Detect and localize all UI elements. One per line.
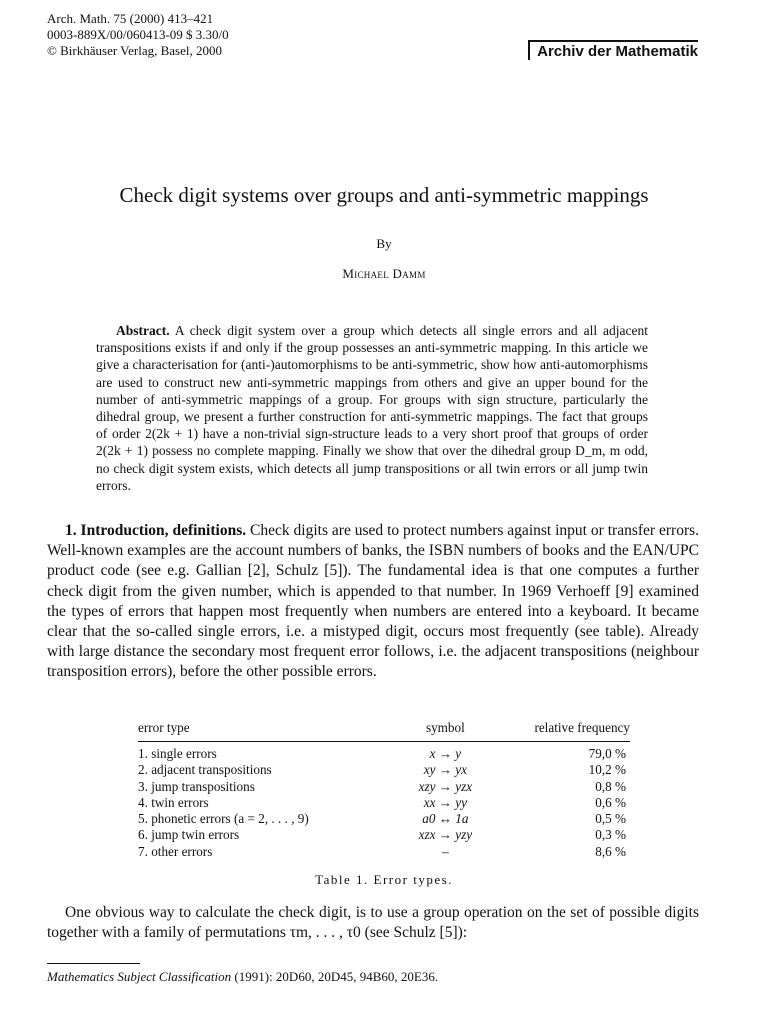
copyright-line: © Birkhäuser Verlag, Basel, 2000 <box>47 43 222 58</box>
footnote-label: Mathematics Subject Classification <box>47 969 232 984</box>
by-label: By <box>376 236 392 251</box>
symbol-cell: – <box>442 843 449 859</box>
citation-line-2: 0003-889X/00/060413-09 $ 3.30/0 <box>47 27 229 42</box>
section-heading: 1. Introduction, definitions. <box>65 522 247 539</box>
symbol-cell: x → y <box>429 746 462 761</box>
frequency-cell: 10,2 % <box>588 762 626 778</box>
symbol-cell: a0 ↔ 1a <box>422 811 469 827</box>
error-type-cell: 4. twin errors <box>138 794 209 810</box>
error-type-cell: 6. jump twin errors <box>138 827 240 843</box>
frequency-cell: 0,6 % <box>595 794 626 810</box>
body-paragraph: One obvious way to calculate the check digit, is to use a group operation on the set of possible digits together with a family of permutations τm, . . . , τ0 (see Schulz [5]): <box>47 904 699 942</box>
symbol-cell: xx → yy <box>423 794 467 810</box>
error-type-cell: 7. other errors <box>138 843 213 859</box>
footnote-text: (1991): 20D60, 20D45, 94B60, 20E36. <box>231 969 439 984</box>
table-row <box>138 779 630 795</box>
frequency-cell: 0,3 % <box>595 827 626 843</box>
table-row <box>138 795 630 811</box>
col-header-symbol: symbol <box>386 718 505 742</box>
error-type-cell: 1. single errors <box>138 746 217 761</box>
citation-header <box>47 11 229 59</box>
table-row <box>138 827 630 843</box>
footnote <box>47 969 438 985</box>
citation-line-1: Arch. Math. 75 (2000) 413–421 <box>47 11 214 26</box>
footnote-rule <box>47 963 140 964</box>
abstract <box>96 322 648 494</box>
error-types-table <box>138 718 630 860</box>
abstract-text: A check digit system over a group which detects all single errors and all adjacent transpositions exists if and only if the group possesses an anti-symmetric mapping. In this article we give a characterisation for (anti-)automorphisms to be anti-symmetric, show how anti-automorphisms are used to construct new anti-symmetric mappings from others and give an upper bound for the number of anti-symmetric mappings of a group. For groups with sign structure, particularly the dihedral group, we present a further construction for anti-symmetric mappings. The fact that groups of order 2(2k + 1) have a non-trivial sign-structure leads to a very short proof that groups of order 2(2k + 1) possess no complete mapping. Finally we show that over the dihedral group D_m, m odd, no check digit system exists, which detects all jump transpositions or all twin errors or all jump twin errors. <box>96 323 649 493</box>
error-type-cell: 2. adjacent transpositions <box>138 762 272 778</box>
table-row <box>138 811 630 827</box>
table-row <box>138 844 630 860</box>
error-type-cell: 5. phonetic errors (a = 2, . . . , 9) <box>138 811 309 827</box>
journal-name: Archiv der Mathematik <box>528 40 698 60</box>
col-header-error-type: error type <box>138 718 386 742</box>
symbol-cell: xy → yx <box>423 762 467 778</box>
symbol-cell: xzx → yzy <box>418 827 473 843</box>
frequency-cell: 79,0 % <box>588 746 626 761</box>
abstract-label: Abstract. <box>116 323 170 338</box>
frequency-cell: 0,8 % <box>595 778 626 794</box>
error-type-cell: 3. jump transpositions <box>138 778 255 794</box>
table-row <box>138 762 630 778</box>
table-header-row <box>138 718 630 742</box>
paper-title: Check digit systems over groups and anti-symmetric mappings <box>119 183 649 207</box>
table-row <box>138 742 630 763</box>
author-name: Michael Damm <box>342 266 426 281</box>
frequency-cell: 8,6 % <box>595 843 626 859</box>
col-header-frequency: relative frequency <box>505 718 630 742</box>
frequency-cell: 0,5 % <box>595 811 626 827</box>
intro-paragraph <box>47 521 699 683</box>
table-caption: Table 1. Error types. <box>315 872 453 887</box>
symbol-cell: xzy → yzx <box>418 778 473 794</box>
intro-text: Check digits are used to protect numbers against input or transfer errors. Well-known examples are the account numbers of banks, the ISBN numbers of books and the EAN/UPC product code (see e.g. Gallian [2], Schulz [5]). The fundamental idea is that one computes a further check digit from the given number, which is appended to that number. In 1969 Verhoeff [9] examined the types of errors that happen most frequently when numbers are entered into a keyboard. It became clear that the so-called single errors, i.e. a mistyped digit, occurs most frequently (see table). Already with large distance the secondary most frequent error follows, i.e. the adjacent transpositions (neighbour transposition errors), before the other possible errors. <box>47 522 700 681</box>
